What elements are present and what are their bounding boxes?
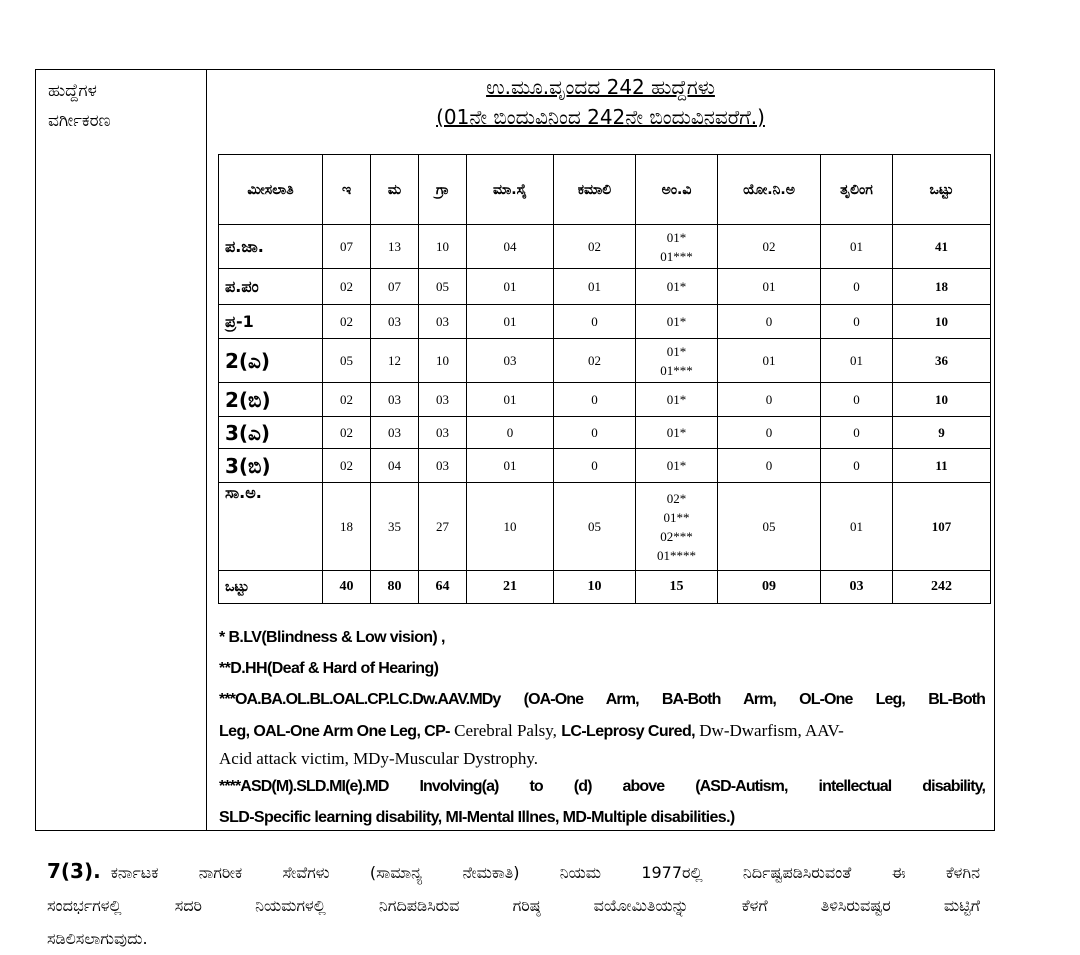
- table-cell: 0: [821, 417, 893, 449]
- table-cell: 01: [821, 339, 893, 383]
- cell-line: 01*: [666, 425, 687, 440]
- table-cell: 0: [718, 417, 821, 449]
- table-cell: [636, 339, 718, 383]
- table-cell: 10: [419, 339, 467, 383]
- total-cell: 03: [821, 571, 893, 604]
- cell-line: 01***: [660, 362, 693, 378]
- total-cell: 09: [718, 571, 821, 604]
- category-label: ಪ್ರ-1: [219, 305, 323, 339]
- row-total-cell: 41: [893, 225, 991, 269]
- paragraph-text: ಕರ್ನಾಟಕ ನಾಗರೀಕ ಸೇವೆಗಳು (ಸಾಮಾನ್ಯ ನೇಮಕಾತಿ) ನಿಯಮ 1977ರಲ್ಲಿ ನಿರ್ದಿಷ್ಟಪಡಿಸಿರುವಂತೆ ಈ ಕೆಳಗಿನ: [110, 863, 980, 882]
- note-locomotor-line-2: [219, 715, 985, 747]
- table-cell: [636, 269, 718, 305]
- note-text: Cerebral Palsy,: [449, 721, 562, 740]
- table-cell: 10: [467, 483, 554, 571]
- table-row: [219, 383, 991, 417]
- category-label: ಪ.ಜಾ.: [219, 225, 323, 269]
- table-cell: 02: [323, 383, 371, 417]
- table-cell: 03: [419, 417, 467, 449]
- table-cell: 07: [323, 225, 371, 269]
- paragraph-line-3: ಸಡಿಲಿಸಲಾಗುವುದು.: [47, 929, 148, 948]
- table-cell: 12: [371, 339, 419, 383]
- table-row: [219, 305, 991, 339]
- total-cell: 80: [371, 571, 419, 604]
- label-line-1: ಹುದ್ದೆಗಳ: [48, 81, 97, 101]
- column-header: ಒಟ್ಟು: [893, 155, 991, 225]
- classification-box: [35, 69, 995, 831]
- table-cell: 13: [371, 225, 419, 269]
- row-total-cell: 18: [893, 269, 991, 305]
- paragraph-line-1: [47, 855, 980, 889]
- table-cell: 04: [371, 449, 419, 483]
- category-label: 3(ಬಿ): [219, 449, 323, 483]
- table-cell: 01: [718, 339, 821, 383]
- total-label: ಒಟ್ಟು: [219, 571, 323, 604]
- column-header: ಇ: [323, 155, 371, 225]
- table-cell: [636, 483, 718, 571]
- table-cell: 02: [323, 305, 371, 339]
- column-header: ಕಮಾಲಿ: [554, 155, 636, 225]
- note-locomotor-line-1: ***OA.BA.OL.BL.OAL.CP.LC.Dw.AAV.MDy (OA-One Arm, BA-Both Arm, OL-One Leg, BL-Both: [219, 691, 985, 708]
- column-header: ಮ: [371, 155, 419, 225]
- column-header: ಅಂ.ವಿ: [636, 155, 718, 225]
- table-row: [219, 225, 991, 269]
- cell-line: 02***: [660, 528, 693, 544]
- total-cell: 10: [554, 571, 636, 604]
- cell-line: 01****: [657, 547, 696, 563]
- row-total-cell: 36: [893, 339, 991, 383]
- cell-line: 01*: [666, 314, 687, 329]
- table-cell: 01: [554, 269, 636, 305]
- table-cell: 01: [467, 383, 554, 417]
- table-cell: 03: [371, 383, 419, 417]
- table-cell: 0: [554, 449, 636, 483]
- table-cell: 02: [323, 449, 371, 483]
- table-cell: 03: [371, 417, 419, 449]
- table-cell: 05: [718, 483, 821, 571]
- table-cell: 03: [419, 305, 467, 339]
- table-cell: 02: [323, 269, 371, 305]
- table-cell: 0: [821, 305, 893, 339]
- classification-label: [48, 76, 111, 136]
- cell-line: 01*: [666, 458, 687, 473]
- table-cell: [636, 383, 718, 417]
- cell-line: 01*: [666, 392, 687, 407]
- table-cell: 03: [419, 383, 467, 417]
- table-cell: 03: [419, 449, 467, 483]
- total-cell: 15: [636, 571, 718, 604]
- table-cell: 0: [821, 449, 893, 483]
- cell-line: 01***: [660, 248, 693, 264]
- row-total-cell: 10: [893, 305, 991, 339]
- total-row: [219, 571, 991, 604]
- total-cell: 21: [467, 571, 554, 604]
- note-deaf: **D.HH(Deaf & Hard of Hearing): [219, 660, 439, 677]
- table-cell: 05: [554, 483, 636, 571]
- cell-line: 02*: [666, 490, 687, 506]
- column-header: ಮಾ.ಸೈ: [467, 155, 554, 225]
- table-row: [219, 449, 991, 483]
- table-cell: 02: [718, 225, 821, 269]
- paragraph-line-2: ಸಂದರ್ಭಗಳಲ್ಲಿ ಸದರಿ ನಿಯಮಗಳಲ್ಲಿ ನಿಗದಿಪಡಿಸಿರುವ ಗರಿಷ್ಠ ವಯೋಮಿತಿಯನ್ನು ಕೆಳಗೆ ತಿಳಿಸಿರುವಷ್ಟರ ಮಟ್ಟಿಗೆ: [47, 896, 980, 915]
- table-cell: 01: [821, 483, 893, 571]
- column-header: ಗ್ರಾ: [419, 155, 467, 225]
- row-total-cell: 107: [893, 483, 991, 571]
- table-cell: 04: [467, 225, 554, 269]
- table-cell: [636, 449, 718, 483]
- note-text: Dw-Dwarfism, AAV-: [695, 721, 844, 740]
- column-header: ಯೋ.ನಿ.ಅ: [718, 155, 821, 225]
- category-label: ಪ.ಪಂ: [219, 269, 323, 305]
- category-label: 3(ಎ): [219, 417, 323, 449]
- heading-line-2: (01ನೇ ಬಿಂದುವಿನಿಂದ 242ನೇ ಬಿಂದುವಿನವರೆಗೆ.): [436, 105, 765, 129]
- column-header: ಮೀಸಲಾತಿ: [219, 155, 323, 225]
- table-cell: 01: [467, 449, 554, 483]
- table-cell: 0: [821, 269, 893, 305]
- table-cell: 27: [419, 483, 467, 571]
- table-cell: [636, 417, 718, 449]
- table-cell: 10: [419, 225, 467, 269]
- section-heading: [207, 70, 994, 132]
- table-cell: 0: [718, 383, 821, 417]
- category-label: ಸಾ.ಅ.: [219, 483, 323, 571]
- table-cell: 0: [718, 449, 821, 483]
- table-cell: [636, 225, 718, 269]
- cell-line: 01*: [666, 229, 687, 245]
- paragraph-number: 7(3).: [47, 859, 101, 883]
- total-cell: 64: [419, 571, 467, 604]
- note-blindness: * B.LV(Blindness & Low vision) ,: [219, 629, 445, 646]
- rule-paragraph: [47, 855, 980, 955]
- cell-line: 01*: [666, 279, 687, 294]
- table-row: [219, 417, 991, 449]
- table-cell: 01: [467, 269, 554, 305]
- table-cell: 05: [419, 269, 467, 305]
- table-cell: 02: [554, 225, 636, 269]
- note-text: LC-Leprosy Cured,: [561, 723, 696, 740]
- left-column: [36, 70, 207, 830]
- table-cell: 0: [554, 305, 636, 339]
- table-cell: 0: [821, 383, 893, 417]
- note-asd-line-1: ****ASD(M).SLD.MI(e).MD Involving(a) to (d) above (ASD-Autism, intellectual disability,: [219, 778, 985, 795]
- reservation-table: [218, 154, 991, 604]
- table-cell: 03: [467, 339, 554, 383]
- cell-line: 01*: [666, 343, 687, 359]
- table-cell: 0: [554, 417, 636, 449]
- table-cell: 18: [323, 483, 371, 571]
- table-cell: 0: [554, 383, 636, 417]
- row-total-cell: 10: [893, 383, 991, 417]
- table-cell: 35: [371, 483, 419, 571]
- table-header-row: [219, 155, 991, 225]
- category-label: 2(ಎ): [219, 339, 323, 383]
- label-line-2: ವರ್ಗೀಕರಣ: [48, 111, 111, 131]
- table-cell: 0: [718, 305, 821, 339]
- table-row: [219, 269, 991, 305]
- row-total-cell: 9: [893, 417, 991, 449]
- table-cell: 01: [718, 269, 821, 305]
- table-cell: 07: [371, 269, 419, 305]
- cell-line: 01**: [663, 509, 690, 525]
- table-cell: 03: [371, 305, 419, 339]
- table-row: [219, 339, 991, 383]
- table-cell: 02: [323, 417, 371, 449]
- heading-line-1: ಉ.ಮೂ.ವೃಂದದ 242 ಹುದ್ದೆಗಳು: [486, 75, 715, 99]
- note-asd-line-2: SLD-Specific learning disability, MI-Mental Illnes, MD-Multiple disabilities.): [219, 809, 735, 826]
- table-cell: [636, 305, 718, 339]
- footnotes: [219, 622, 985, 833]
- table-cell: 0: [467, 417, 554, 449]
- column-header: ತೃಲಿಂಗ: [821, 155, 893, 225]
- note-locomotor-line-3: Acid attack victim, MDy-Muscular Dystrophy.: [219, 749, 538, 768]
- table-cell: 01: [821, 225, 893, 269]
- table-cell: 02: [554, 339, 636, 383]
- total-cell: 40: [323, 571, 371, 604]
- total-cell: 242: [893, 571, 991, 604]
- note-text: Leg, OAL-One Arm One Leg, CP-: [219, 723, 450, 740]
- table-cell: 01: [467, 305, 554, 339]
- table-row: [219, 483, 991, 571]
- table-cell: 05: [323, 339, 371, 383]
- category-label: 2(ಬಿ): [219, 383, 323, 417]
- row-total-cell: 11: [893, 449, 991, 483]
